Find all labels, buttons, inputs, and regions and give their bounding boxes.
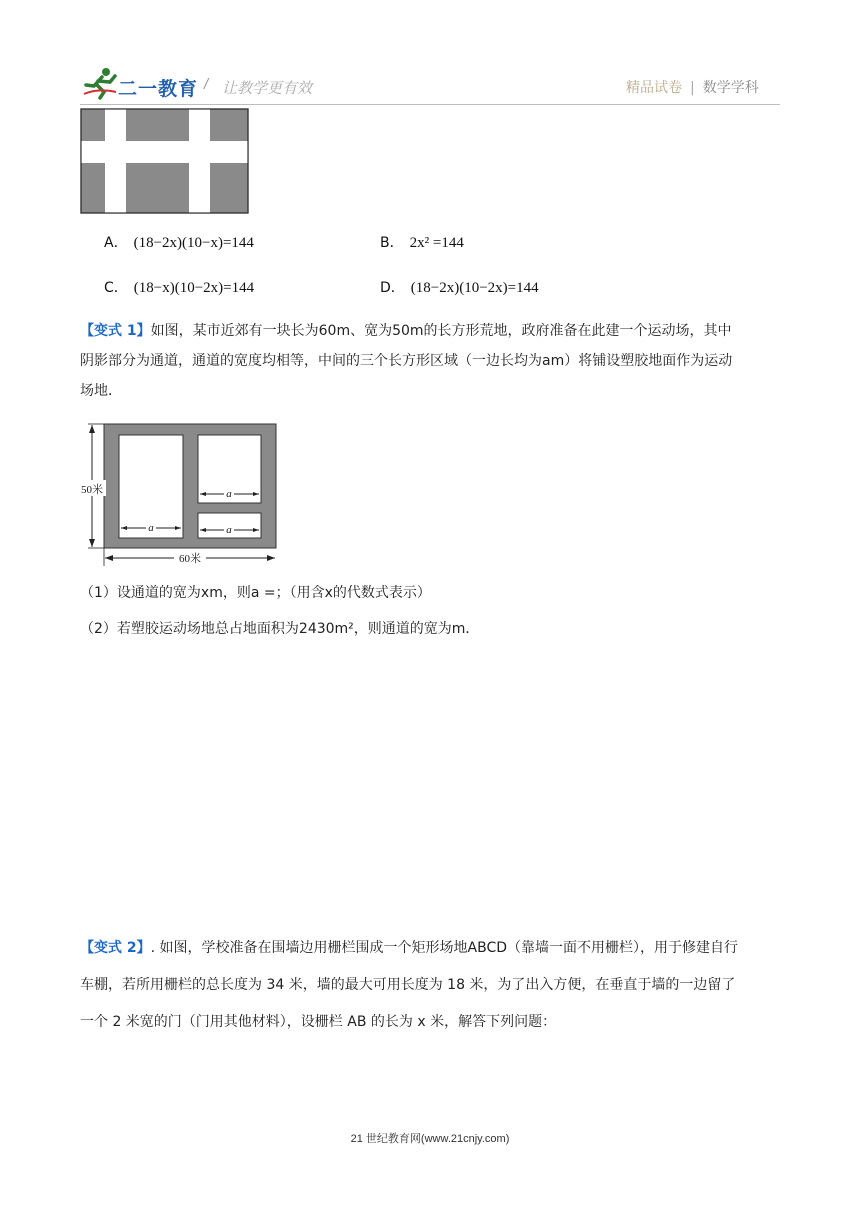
header-right-main: 精品试卷 [626, 80, 682, 96]
variant1-tag: 【变式 1】 [80, 323, 151, 339]
header-rule [80, 104, 780, 105]
runner-logo-icon [82, 66, 118, 100]
a-label-bottom-right: a [226, 524, 232, 536]
a-label-left: a [148, 522, 154, 534]
variant2-line3: 一个 2 米宽的门（门用其他材料），设栅栏 AB 的长为 x 米，解答下列问题： [80, 1014, 557, 1030]
variant1-line2: 阴影部分为通道，通道的宽度均相等，中间的三个长方形区域（一边长均为am）将铺设塑胶地面作为运动 [80, 353, 733, 369]
option-b: B． 2x² =144 [380, 235, 464, 251]
width-label: 60米 [179, 553, 201, 565]
variant2-line2: 车棚，若所用栅栏的总长度为 34 米，墙的最大可用长度为 18 米，为了出入方便，在垂直于墙的一边留了 [80, 977, 736, 993]
header-separator: | [690, 80, 695, 96]
slogan: 让教学更有效 [222, 79, 313, 97]
option-c: C． (18−x)(10−2x)=144 [104, 280, 255, 296]
height-label: 50米 [81, 484, 103, 496]
vertical-road-right [189, 109, 210, 213]
road-figure [80, 108, 250, 214]
option-a-expr: (18−2x)(10−x)=144 [133, 235, 254, 251]
variant1-question-1: （1）设通道的宽为xm，则a =；（用含x的代数式表示） [80, 585, 431, 601]
header-right-sub: 数学学科 [702, 80, 759, 96]
vertical-road-left [105, 109, 126, 213]
variant1-line1: 如图，某市近郊有一块长为60m、宽为50m的长方形荒地，政府准备在此建一个运动场，其中 [150, 323, 732, 339]
option-c-expr: (18−x)(10−2x)=144 [133, 280, 255, 296]
option-b-expr: 2x² =144 [409, 235, 464, 251]
variant1-question-2: （2）若塑胶运动场地总占地面积为2430m²，则通道的宽为m． [80, 621, 480, 637]
variant2-line1: . 如图，学校准备在围墙边用栅栏围成一个矩形场地ABCD（靠墙一面不用栅栏），用于修建自行 [150, 940, 739, 956]
option-d: D． (18−2x)(10−2x)=144 [380, 280, 539, 296]
variant1-line3: 场地． [80, 383, 122, 399]
variant2-paragraph [80, 930, 785, 1041]
logo-slash: / [204, 76, 209, 93]
header-right [626, 77, 759, 97]
option-a: A． (18−2x)(10−x)=144 [104, 235, 254, 251]
sports-field-figure [76, 420, 280, 570]
option-d-expr: (18−2x)(10−2x)=144 [410, 280, 539, 296]
variant1-paragraph [80, 316, 785, 406]
variant2-tag: 【变式 2】 [80, 940, 151, 956]
logo-text: 二一教育 [118, 78, 199, 100]
a-label-top-right: a [226, 488, 232, 500]
footer: 21 世纪教育网(www.21cnjy.com) [350, 1133, 510, 1145]
header [0, 0, 860, 110]
